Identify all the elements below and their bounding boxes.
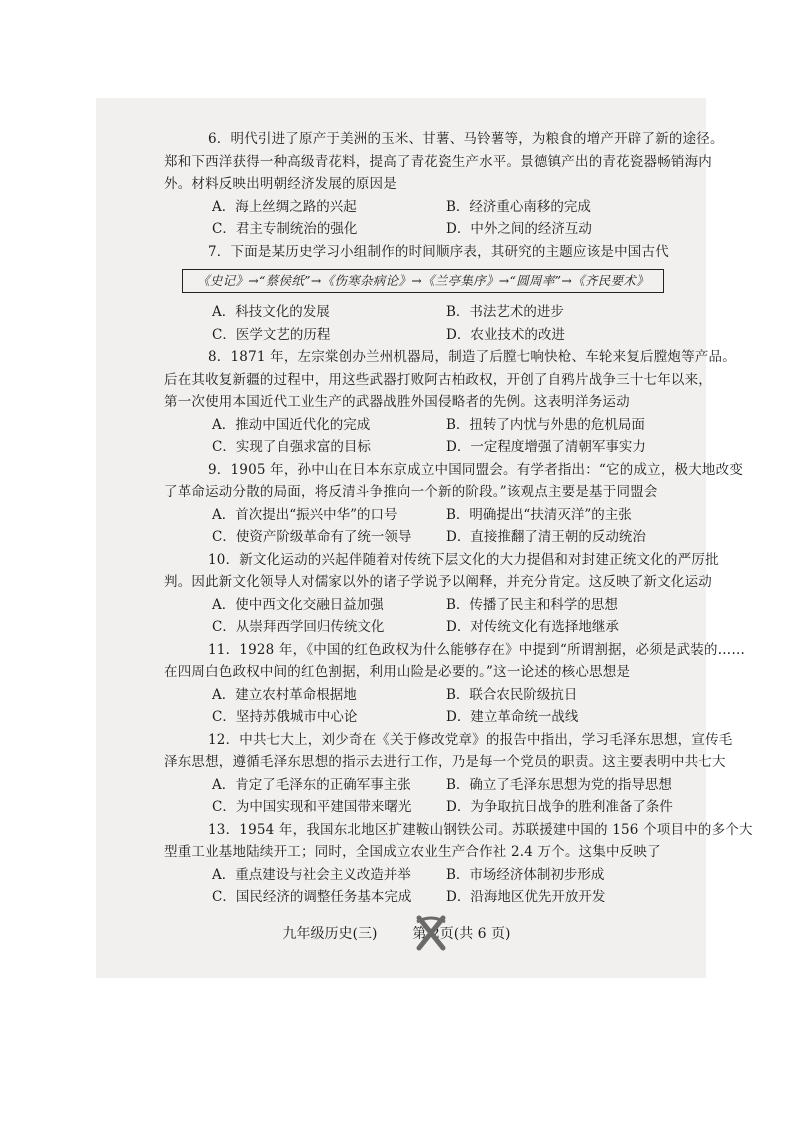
option-a: A．肯定了毛泽东的正确军事主张 <box>212 776 411 793</box>
options-row <box>186 684 690 707</box>
question-stem: 9．1905 年，孙中山在日本东京成立中国同盟会。有学者指出：“它的成立，极大地改变 <box>208 461 744 478</box>
options-row <box>186 301 690 324</box>
option-c: C．君主专制统治的强化 <box>212 221 358 237</box>
watermark-stamp-icon <box>413 912 449 954</box>
options-row <box>186 616 690 639</box>
question-stem-continued: 外。材料反映出明朝经济发展的原因是 <box>164 176 397 192</box>
option-c: C．实现了自强求富的目标 <box>212 439 371 455</box>
option-b: B．确立了毛泽东思想为党的指导思想 <box>446 776 672 793</box>
question-stem: 7．下面是某历史学习小组制作的时间顺序表，其研究的主题应该是中国古代 <box>208 243 669 260</box>
question-block <box>186 241 690 347</box>
question-block <box>164 346 736 459</box>
footer-subject: 九年级历史(三) <box>282 926 378 942</box>
option-d: D．一定程度增强了清朝军事实力 <box>446 439 646 455</box>
question-block <box>164 128 724 241</box>
question-stem: 10．新文化运动的兴起伴随着对传统下层文化的大力提倡和对封建正统文化的严厉批 <box>208 551 719 568</box>
options-row <box>186 706 690 729</box>
option-a: A．首次提出“振兴中华”的口号 <box>212 506 398 523</box>
option-c: C．坚持苏俄城市中心论 <box>212 709 358 725</box>
option-d: D．农业技术的改进 <box>446 326 565 343</box>
question-stem: 13．1954 年，我国东北地区扩建鞍山钢铁公司。苏联援建中国的 156 个项目中的多个大 <box>208 821 753 838</box>
question-list <box>164 128 753 909</box>
options-row <box>186 796 690 819</box>
question-block <box>164 549 719 639</box>
question-stem-continued: 泽东思想，遵循毛泽东思想的指示去进行工作，乃是每一个党员的职责。这主要表明中共七大 <box>164 754 726 770</box>
option-c: C．从崇拜西学回归传统文化 <box>212 619 385 635</box>
timeline-box: 《史记》→“蔡侯纸”→《伤寒杂病论》→《兰亭集序》→“圆周率”→《齐民要术》 <box>182 269 664 293</box>
option-d: D．对传统文化有选择地继承 <box>446 619 619 635</box>
options-row <box>186 886 690 909</box>
option-a: A．重点建设与社会主义改造并举 <box>212 866 411 883</box>
question-block <box>164 459 744 549</box>
option-b: B．扭转了内忧与外患的危机局面 <box>446 416 645 433</box>
question-stem-continued: 后在其收复新疆的过程中，用这些武器打败阿古柏政权，开创了自鸦片战争三十七年以来， <box>164 371 712 388</box>
option-c: C．医学文艺的历程 <box>212 326 331 343</box>
footer-page-number: 第 2页(共 6 页) <box>412 926 511 942</box>
options-row <box>186 526 690 549</box>
question-stem: 8．1871 年，左宗棠创办兰州机器局，制造了后膛七响快枪、车轮来复后膛炮等产品。 <box>208 349 736 365</box>
question-block <box>164 639 746 729</box>
question-stem: 6．明代引进了原产于美洲的玉米、甘薯、马铃薯等，为粮食的增产开辟了新的途径。 <box>208 131 724 147</box>
question-block <box>164 819 753 909</box>
options-row <box>186 594 690 617</box>
option-d: D．沿海地区优先开放开发 <box>446 889 606 905</box>
option-b: B．书法艺术的进步 <box>446 304 564 320</box>
question-stem-continued: 郑和下西洋获得一种高级青花料，提高了青花瓷生产水平。景德镇产出的青花瓷器畅销海内 <box>164 153 712 170</box>
page-footer <box>0 922 793 946</box>
question-block <box>164 729 733 819</box>
option-b: B．市场经济体制初步形成 <box>446 866 605 883</box>
options-row <box>186 774 690 797</box>
option-c: C．为中国实现和平建国带来曙光 <box>212 799 412 815</box>
question-stem-continued: 型重工业基地陆续开工；同时，全国成立农业生产合作社 2.4 万个。这集中反映了 <box>164 844 661 860</box>
options-row <box>186 324 690 347</box>
question-stem-continued: 了革命运动分散的局面，将反清斗争推向一个新的阶段。”该观点主要是基于同盟会 <box>164 484 658 500</box>
options-row <box>186 196 690 219</box>
option-c: C．国民经济的调整任务基本完成 <box>212 889 412 905</box>
option-a: A．推动中国近代化的完成 <box>212 416 371 433</box>
question-stem: 11．1928 年，《中国的红色政权为什么能够存在》中提到“所谓割据，必须是武装的…… <box>208 641 746 658</box>
option-b: B．经济重心南移的完成 <box>446 198 591 215</box>
option-b: B．联合农民阶级抗日 <box>446 686 578 703</box>
options-row <box>186 218 690 241</box>
option-a: A．科技文化的发展 <box>212 304 330 320</box>
options-row <box>186 414 690 437</box>
option-a: A．使中西文化交融日益加强 <box>212 596 384 613</box>
option-d: D．为争取抗日战争的胜利准备了条件 <box>446 799 673 815</box>
options-row <box>186 504 690 527</box>
option-a: A．建立农村革命根据地 <box>212 686 357 703</box>
question-stem-continued: 第一次使用本国近代工业生产的武器战胜外国侵略者的先例。这表明洋务运动 <box>164 394 630 410</box>
question-stem-continued: 判。因此新文化领导人对儒家以外的诸子学说予以阐释，并充分肯定。这反映了新文化运动 <box>164 574 712 590</box>
options-row <box>186 436 690 459</box>
option-d: D．中外之间的经济互动 <box>446 221 592 237</box>
option-d: D．直接推翻了清王朝的反动统治 <box>446 529 646 545</box>
option-b: B．传播了民主和科学的思想 <box>446 596 618 613</box>
option-a: A．海上丝绸之路的兴起 <box>212 198 357 215</box>
question-stem: 12．中共七大上，刘少奇在《关于修改党章》的报告中指出，学习毛泽东思想，宣传毛 <box>208 731 733 748</box>
option-c: C．使资产阶级革命有了统一领导 <box>212 529 412 545</box>
option-b: B．明确提出“扶清灭洋”的主张 <box>446 506 632 523</box>
option-d: D．建立革命统一战线 <box>446 709 579 725</box>
options-row <box>186 864 690 887</box>
question-stem-continued: 在四周白色政权中间的红色割据，利用山险是必要的。”这一论述的核心思想是 <box>164 664 631 680</box>
